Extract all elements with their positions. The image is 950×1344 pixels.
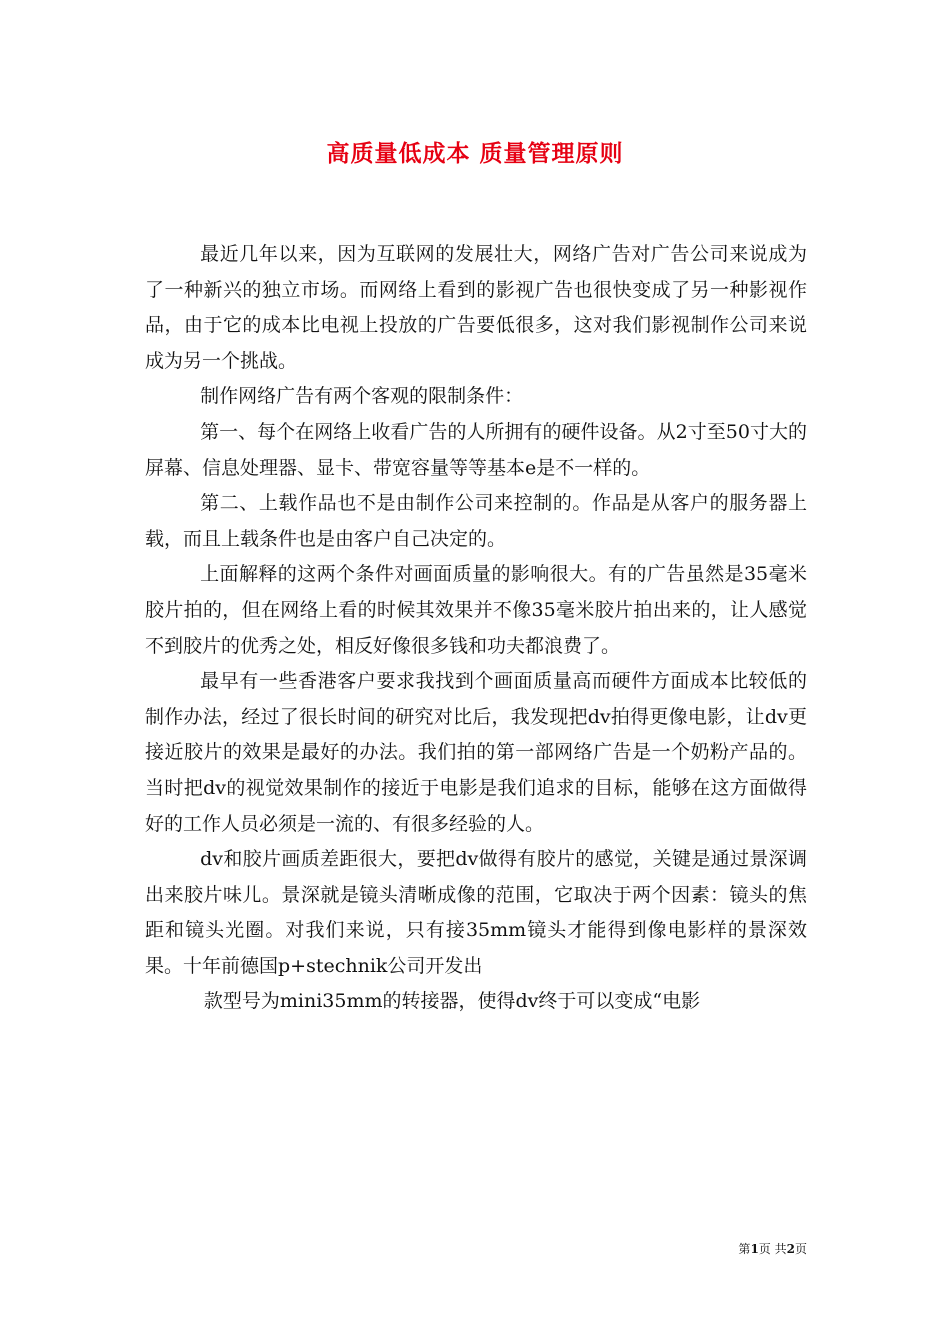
paragraph-1: 最近几年以来，因为互联网的发展壮大，网络广告对广告公司来说成为了一种新兴的独立市场。而网络上看到的影视广告也很快变成了另一种影视作品，由于它的成本比电视上投放的广告要低很多，这对我们影视制作公司来说成为另一个挑战。 [145, 243, 807, 372]
paragraph-5: 上面解释的这两个条件对画面质量的影响很大。有的广告虽然是35毫米胶片拍的，但在网络上看的时候其效果并不像35毫米胶片拍出来的，让人感觉不到胶片的优秀之处，相反好像很多钱和功夫都浪费了。 [145, 563, 807, 657]
footer-prefix: 第 [738, 1242, 751, 1256]
footer-suffix: 页 [794, 1242, 807, 1256]
footer-middle: 页 共 [758, 1242, 787, 1256]
paragraph-4: 第二、上载作品也不是由制作公司来控制的。作品是从客户的服务器上载，而且上载条件也是由客户自己决定的。 [145, 492, 807, 550]
footer-total-pages: 2 [786, 1242, 795, 1256]
footer-current-page: 1 [750, 1242, 759, 1256]
paragraph-2: 制作网络广告有两个客观的限制条件： [200, 385, 524, 408]
paragraph-3: 第一、每个在网络上收看广告的人所拥有的硬件设备。从2寸至50寸大的屏幕、信息处理器、显卡、带宽容量等等基本e是不一样的。 [145, 420, 807, 479]
paragraph-8: 款型号为mini35mm的转接器，使得dv终于可以变成“电影 [203, 990, 701, 1013]
document-title: 高质量低成本 质量管理原则 [326, 140, 624, 167]
paragraph-6: 最早有一些香港客户要求我找到个画面质量高而硬件方面成本比较低的制作办法，经过了很长时间的研究对比后，我发现把dv拍得更像电影，让dv更接近胶片的效果是最好的办法。我们拍的第一部网络广告是一个奶粉产品的。当时把dv的视觉效果制作的接近于电影是我们追求的目标，能够在这方面做得好的工作人员必须是一流的、有很多经验的人。 [145, 670, 807, 835]
page-footer [0, 1240, 807, 1257]
document-body [145, 237, 807, 1020]
paragraph-7: dv和胶片画质差距很大，要把dv做得有胶片的感觉，关键是通过景深调出来胶片味儿。景深就是镜头清晰成像的范围，它取决于两个因素：镜头的焦距和镜头光圈。对我们来说，只有接35mm镜头才能得到像电影样的景深效果。十年前德国p+stechnik公司开发出 [145, 848, 807, 977]
